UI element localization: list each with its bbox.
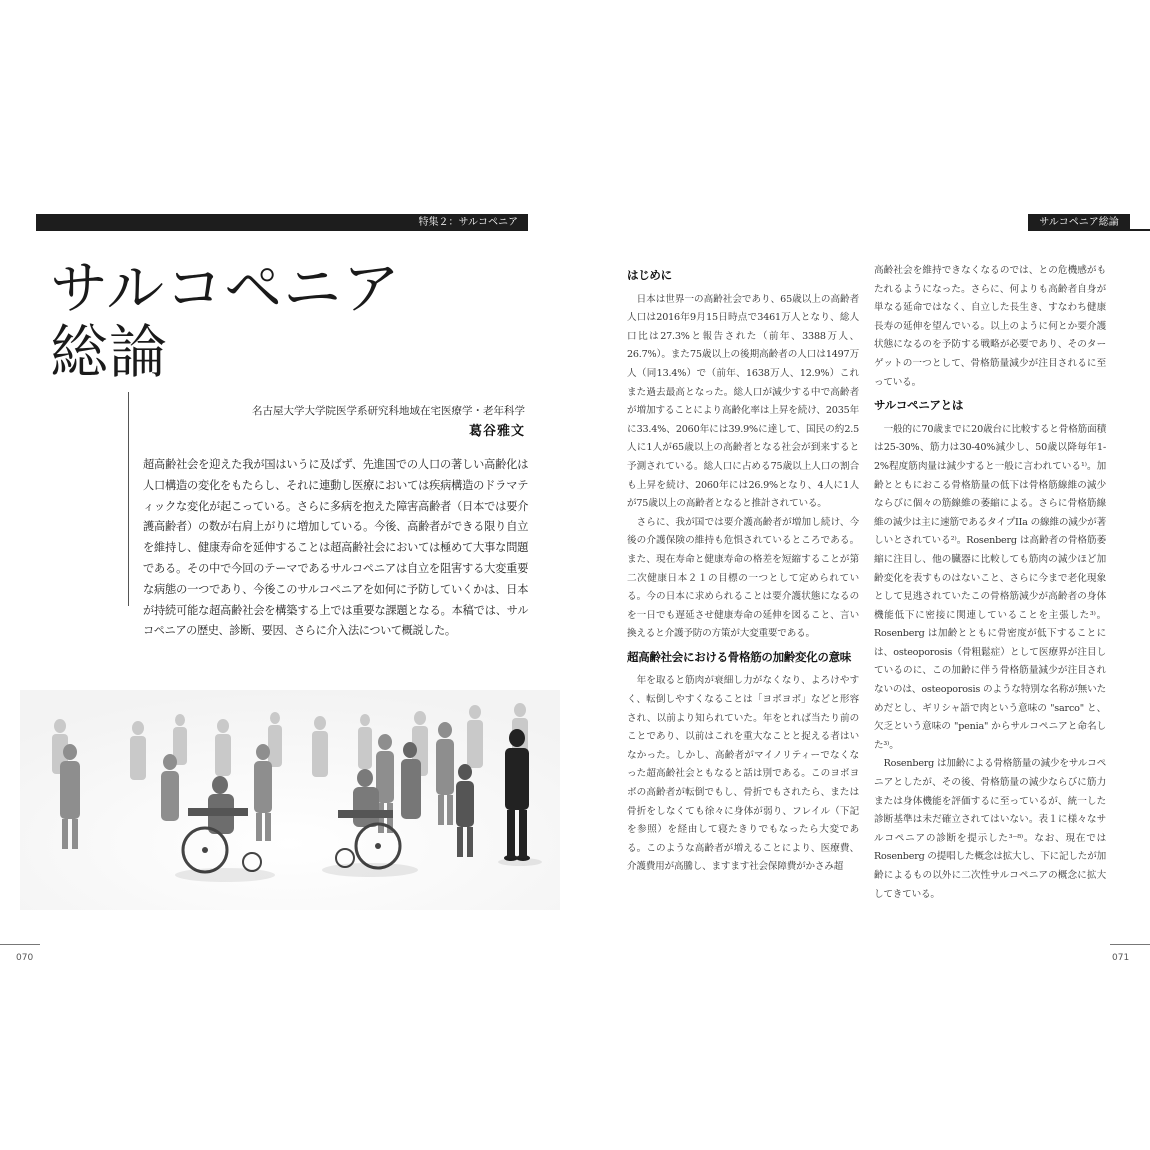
title-line-2: 総論 [50,318,169,386]
abstract-text: 超高齢社会を迎えた我が国はいうに及ばず、先進国での人口の著しい高齢化は人口構造の変化をもたらし、それに連動し医療においては疾病構造のドラマティックな変化が起こっている。さらに多病を抱えた障害高齢者（日本では要介護高齢者）の数が右肩上がりに増加している。今後、高齢者ができる限り自立を維持し、健康寿命を延伸することは超高齢社会においては極めて大事な問題である。その中で今回のテーマであるサルコペニアは自立を阻害する大変重要な病態の一つであり、今後このサルコペニアを如何に予防していくかは、日本が持続可能な超高齢社会を構築する上では重要な課題となる。本稿では、サルコペニアの歴史、診断、要因、さらに介入法について概説した。 [143,458,528,638]
page-number-right: 071 [1112,953,1130,963]
paragraph: 高齢社会を維持できなくなるのでは、との危機感がもたれるようになった。さらに、何よりも高齢者自身が単なる延命ではなく、自立した長生き、すなわち健康長寿の延伸を望んでいる。以上のように何とか要介護状態になるのを予防する戦略が必要であり、そのターゲットの一つとして、骨格筋量減少が注目されるに至っている。 [874,265,1106,388]
author-affiliation: 名古屋大学大学院医学系研究科地域在宅医療学・老年科学 [252,405,525,417]
paragraph: Rosenberg は加齢による骨格筋量の減少をサルコペニアとしたが、その後、骨格筋量の減少ならびに筋力または身体機能を評価するに至っているが、統一した診断基準は未だ確立されてはいない。表１に様々なサルコペニアの診断を提示した³⁻⁸⁾。なお、現在では Rosenberg の提唱した概念は拡大し、下に記したが加齢によるもの以外に二次性サルコペニアの概念に拡大してきている。 [874,758,1106,900]
header-rule [1130,229,1150,231]
page-rule-right [1110,944,1150,945]
running-header-right: サルコペニア総論 [1028,214,1130,231]
running-header-left: 特集２：サルコペニア [36,214,528,231]
title-line-1: サルコペニア [50,254,402,322]
page-number-left: 070 [16,953,34,963]
figures-photo [20,690,560,910]
paragraph: 日本は世界一の高齢社会であり、65歳以上の高齢者人口は2016年9月15日時点で3461万人となり、総人口比は27.3%と報告された（前年、3388万人、26.7%）。また75歳以上の後期高齢者の人口は1497万人（同13.4%）で（前年、1638万人、12.9%）これまた過去最高となった。総人口が減少する中で高齢者が増加することにより高齢化率は上昇を続け、2035年に33.4%、2060年には39.9%に達して、国民の約2.5人に1人が65歳以上の高齢者となる社会が到来すると予測されている。総人口に占める75歳以上人口の割合も上昇を続け、2060年には26.9%となり、4人に1人が75歳以上の高齢者となると推計されている。 [627,293,859,510]
paragraph: 一般的に70歳までに20歳台に比較すると骨格筋面積は25-30%、筋力は30-40%減少し、50歳以降毎年1-2%程度筋肉量は減少すると一般に言われている¹⁾。加齢とともにおこる骨格筋量の低下は骨格筋線維の減少ならびに個々の筋線維の萎縮による。さらに骨格筋線維の減少は主に速筋であるタイプIIa の線維の減少が著しいとされている²⁾。Rosenberg は高齢者の骨格筋萎縮に注目し、他の臓器に比較しても筋肉の減少ほど加齢変化を表すものはないこと、さらに今まで老化現象として見逃されていたこの骨格筋減少が高齢者の身体機能低下に密接に関連していることを主張した³⁾。Rosenberg は加齢とともに骨密度が低下することには、osteoporosis（骨粗鬆症）として医療界が注目しているのに、この加齢に伴う骨格筋量減少が注目されないのは、osteoporosis のような特別な名称が無いためだとし、ギリシャ語で肉という意味の "sarco" と、欠乏という意味の "penia" からサルコペニアと命名した³⁾。 [874,423,1106,751]
abstract-vertical-rule [128,392,129,606]
article-title [50,256,401,384]
page-rule-left [0,944,40,945]
section-heading-aging-muscle: 超高齢社会における骨格筋の加齢変化の意味 [627,649,851,664]
section-heading-introduction: はじめに [627,268,672,282]
author-name: 葛谷雅文 [468,424,525,439]
body-column-1 [627,266,859,877]
section-heading-what-is-sarcopenia: サルコペニアとは [874,398,964,413]
paragraph: さらに、我が国では要介護高齢者が増加し続け、今後の介護保険の維持も危惧されているところである。また、現在寿命と健康寿命の格差を短縮することが第二次健康日本２１の目標の一つとして定められている。今の日本に求められることは要介護状態になるのを一日でも遅延させ健康寿命の延伸を図ること、言い換えると介護予防の方策が大変重要である。 [627,516,859,640]
body-column-2 [874,262,1106,904]
paragraph: 年を取ると筋肉が衰細し力がなくなり、よろけやすく、転倒しやすくなることは「ヨボヨボ」などと形容され、以前より知られていた。年をとれば当たり前のことであり、以前はこれを重大なことと捉える者はいなかった。しかし、高齢者がマイノリティーでなくなった超高齢社会ともなると話は別である。このヨボヨボの高齢者が転倒でもし、骨折でもされたら、または骨折をしなくても徐々に身体が弱り、フレイル（下記を参照）を経由して寝たきりでもなったら大変である。このような高齢者が増えることにより、医療費、介護費用が高騰し、ますます社会保障費がかさみ超 [627,675,859,873]
